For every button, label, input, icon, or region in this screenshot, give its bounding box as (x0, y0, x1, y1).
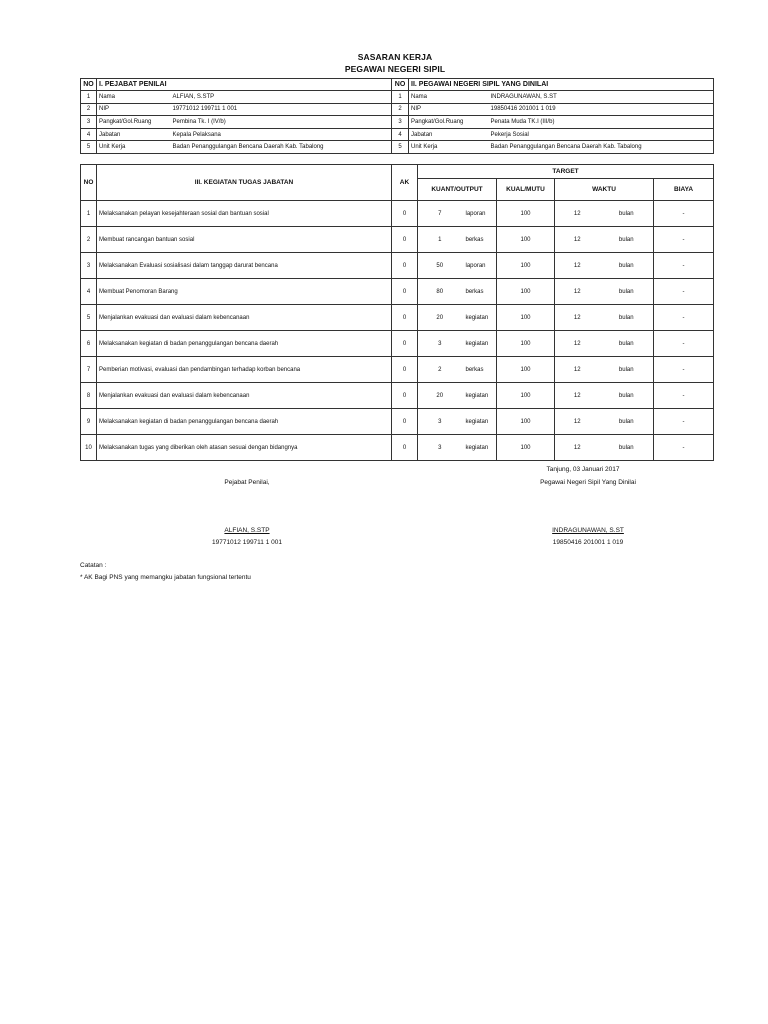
task-ak: 0 (392, 279, 418, 305)
task-activity: Melaksanakan pelayan kesejahteraan sosial dan bantuan sosial (97, 201, 392, 227)
task-quantity-unit: kegiatan (462, 383, 497, 409)
task-quality: 100 (497, 305, 555, 331)
task-ak: 0 (392, 435, 418, 461)
evaluated-signature-title: Pegawai Negeri Sipil Yang Dinilai (540, 479, 636, 486)
task-quantity-unit: laporan (462, 201, 497, 227)
task-quantity: 1 (418, 227, 462, 253)
evaluator-signature-name: ALFIAN, S.STP (224, 527, 270, 534)
task-time-unit: bulan (600, 227, 654, 253)
task-row (81, 383, 714, 409)
task-header-target: TARGET (418, 165, 714, 179)
evaluated-row-no: 3 (392, 116, 409, 129)
task-quantity: 2 (418, 357, 462, 383)
task-quality: 100 (497, 201, 555, 227)
task-row (81, 279, 714, 305)
evaluated-field-label: Pangkat/Gol.Ruang (409, 116, 489, 129)
signature-place-date: Tanjung, 03 Januari 2017 (546, 466, 620, 473)
task-quality: 100 (497, 227, 555, 253)
evaluated-signature-nip: 19850416 201001 1 019 (552, 539, 624, 546)
identity-header-no: NO (81, 79, 97, 91)
task-quantity: 3 (418, 331, 462, 357)
task-ak: 0 (392, 331, 418, 357)
task-ak: 0 (392, 201, 418, 227)
task-row (81, 409, 714, 435)
task-quality: 100 (497, 331, 555, 357)
task-quantity-unit: berkas (462, 279, 497, 305)
task-cost: - (654, 305, 714, 331)
task-activity: Membuat rancangan bantuan sosial (97, 227, 392, 253)
task-time-unit: bulan (600, 305, 654, 331)
identity-header-no: NO (392, 79, 409, 91)
evaluated-field-label: Jabatan (409, 128, 489, 141)
task-cost: - (654, 435, 714, 461)
task-header-quantity: KUANT/OUTPUT (418, 179, 497, 201)
task-cost: - (654, 201, 714, 227)
task-cost: - (654, 331, 714, 357)
task-row (81, 357, 714, 383)
evaluator-field-value: ALFIAN, S.STP (171, 91, 392, 104)
task-time: 12 (555, 253, 600, 279)
task-quality: 100 (497, 253, 555, 279)
task-row (81, 201, 714, 227)
task-ak: 0 (392, 409, 418, 435)
task-header-row-1 (81, 165, 714, 179)
task-quantity: 3 (418, 409, 462, 435)
task-quantity-unit: berkas (462, 227, 497, 253)
task-activity: Pemberian motivasi, evaluasi dan pendambingan terhadap korban bencana (97, 357, 392, 383)
task-time: 12 (555, 435, 600, 461)
task-header-ak: AK (392, 165, 418, 201)
task-time-unit: bulan (600, 253, 654, 279)
evaluated-field-value: Badan Penanggulangan Bencana Daerah Kab. Tabalong (489, 141, 714, 154)
task-quantity-unit: kegiatan (462, 409, 497, 435)
evaluated-row-no: 4 (392, 128, 409, 141)
evaluator-section-header: I. PEJABAT PENILAI (97, 79, 392, 91)
task-quality: 100 (497, 279, 555, 305)
task-activity: Menjalankan evakuasi dan evaluasi dalam kebencanaan (97, 383, 392, 409)
task-no: 7 (81, 357, 97, 383)
task-quantity: 20 (418, 305, 462, 331)
task-time: 12 (555, 201, 600, 227)
evaluator-field-label: Pangkat/Gol.Ruang (97, 116, 171, 129)
task-no: 1 (81, 201, 97, 227)
task-cost: - (654, 279, 714, 305)
task-time: 12 (555, 357, 600, 383)
identity-row (81, 103, 714, 116)
identity-header-row (81, 79, 714, 91)
task-quantity: 50 (418, 253, 462, 279)
task-header-activity: III. KEGIATAN TUGAS JABATAN (97, 165, 392, 201)
evaluator-field-value: Pembina Tk. I (IV/b) (171, 116, 392, 129)
evaluator-row-no: 2 (81, 103, 97, 116)
task-quantity-unit: kegiatan (462, 435, 497, 461)
task-quantity: 20 (418, 383, 462, 409)
identity-table (80, 78, 714, 154)
task-no: 10 (81, 435, 97, 461)
task-ak: 0 (392, 383, 418, 409)
task-time: 12 (555, 331, 600, 357)
task-ak: 0 (392, 227, 418, 253)
task-no: 4 (81, 279, 97, 305)
task-ak: 0 (392, 357, 418, 383)
task-cost: - (654, 409, 714, 435)
task-quality: 100 (497, 383, 555, 409)
task-header-no: NO (81, 165, 97, 201)
task-no: 9 (81, 409, 97, 435)
evaluator-signature-title: Pejabat Penilai, (224, 479, 270, 486)
task-quantity-unit: laporan (462, 253, 497, 279)
evaluator-row-no: 1 (81, 91, 97, 104)
task-row (81, 331, 714, 357)
task-cost: - (654, 357, 714, 383)
evaluator-field-value: Kepala Pelaksana (171, 128, 392, 141)
notes-text: * AK Bagi PNS yang memangku jabatan fungsional tertentu (80, 574, 251, 581)
evaluator-signature-nip: 19771012 199711 1 001 (211, 539, 282, 546)
identity-row (81, 91, 714, 104)
task-time: 12 (555, 279, 600, 305)
task-cost: - (654, 253, 714, 279)
task-quantity-unit: kegiatan (462, 331, 497, 357)
task-ak: 0 (392, 305, 418, 331)
task-time-unit: bulan (600, 201, 654, 227)
task-quality: 100 (497, 435, 555, 461)
evaluated-field-label: NIP (409, 103, 489, 116)
task-time: 12 (555, 409, 600, 435)
task-no: 3 (81, 253, 97, 279)
evaluated-row-no: 5 (392, 141, 409, 154)
task-quantity: 3 (418, 435, 462, 461)
task-time: 12 (555, 227, 600, 253)
evaluated-field-value: 19850416 201001 1 019 (489, 103, 714, 116)
task-quantity: 80 (418, 279, 462, 305)
task-quantity-unit: kegiatan (462, 305, 497, 331)
document-title: SASARAN KERJA (357, 52, 433, 62)
evaluated-field-value: Pekerja Sosial (489, 128, 714, 141)
task-activity: Membuat Penomoran Barang (97, 279, 392, 305)
task-no: 6 (81, 331, 97, 357)
document-subtitle: PEGAWAI NEGERI SIPIL (344, 64, 446, 74)
task-no: 8 (81, 383, 97, 409)
task-cost: - (654, 227, 714, 253)
notes-label: Catatan : (80, 562, 107, 569)
task-cost: - (654, 383, 714, 409)
task-time: 12 (555, 383, 600, 409)
task-time-unit: bulan (600, 383, 654, 409)
evaluator-field-label: Jabatan (97, 128, 171, 141)
task-row (81, 227, 714, 253)
evaluator-row-no: 3 (81, 116, 97, 129)
task-quantity-unit: berkas (462, 357, 497, 383)
identity-row (81, 128, 714, 141)
evaluator-field-label: Unit Kerja (97, 141, 171, 154)
task-ak: 0 (392, 253, 418, 279)
evaluator-field-value: Badan Penanggulangan Bencana Daerah Kab. Tabalong (171, 141, 392, 154)
task-time-unit: bulan (600, 331, 654, 357)
task-time-unit: bulan (600, 279, 654, 305)
evaluator-field-label: Nama (97, 91, 171, 104)
evaluated-section-header: II. PEGAWAI NEGERI SIPIL YANG DINILAI (409, 79, 714, 91)
evaluated-row-no: 1 (392, 91, 409, 104)
task-activity: Melaksanakan kegiatan di badan penanggulangan bencana daerah (97, 409, 392, 435)
identity-row (81, 141, 714, 154)
evaluator-row-no: 5 (81, 141, 97, 154)
evaluated-field-value: INDRAGUNAWAN, S.ST (489, 91, 714, 104)
evaluated-field-value: Penata Muda TK.I (III/b) (489, 116, 714, 129)
evaluated-row-no: 2 (392, 103, 409, 116)
task-no: 5 (81, 305, 97, 331)
task-quality: 100 (497, 357, 555, 383)
task-time-unit: bulan (600, 435, 654, 461)
evaluator-row-no: 4 (81, 128, 97, 141)
task-activity: Menjalankan evakuasi dan evaluasi dalam kebencanaan (97, 305, 392, 331)
task-quantity: 7 (418, 201, 462, 227)
task-time: 12 (555, 305, 600, 331)
evaluated-field-label: Nama (409, 91, 489, 104)
task-activity: Melaksanakan Evaluasi sosialisasi dalam tanggap darurat bencana (97, 253, 392, 279)
task-header-quality: KUAL/MUTU (497, 179, 555, 201)
task-table (80, 164, 714, 461)
task-quality: 100 (497, 409, 555, 435)
evaluator-field-label: NIP (97, 103, 171, 116)
task-no: 2 (81, 227, 97, 253)
task-row (81, 305, 714, 331)
identity-row (81, 116, 714, 129)
task-row (81, 253, 714, 279)
task-activity: Melaksanakan kegiatan di badan penanggulangan bencana daerah (97, 331, 392, 357)
evaluated-signature-name: INDRAGUNAWAN, S.ST (552, 527, 624, 534)
task-row (81, 435, 714, 461)
evaluator-field-value: 19771012 199711 1 001 (171, 103, 392, 116)
task-header-cost: BIAYA (654, 179, 714, 201)
task-time-unit: bulan (600, 409, 654, 435)
evaluated-field-label: Unit Kerja (409, 141, 489, 154)
task-activity: Melaksanakan tugas yang diberikan oleh atasan sesuai dengan bidangnya (97, 435, 392, 461)
task-header-time: WAKTU (555, 179, 654, 201)
task-time-unit: bulan (600, 357, 654, 383)
